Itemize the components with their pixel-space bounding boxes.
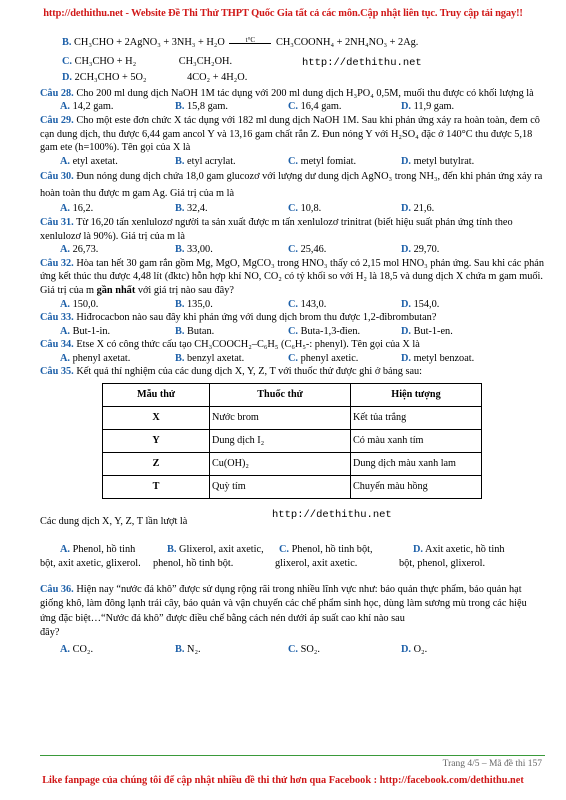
option[interactable]: B. 33,00. <box>175 244 213 256</box>
question-32: Câu 32. Hòa tan hết 30 gam rắn gồm Mg, MgO, MgCO₃ trong HNO₃ thấy có 2,15 mol HNO₃ phản ứng. Sau khi các phản ứng kết thúc thu được 4,48 lít (đktc) hỗn hợp khí NO, CO₂ có tỷ khối so với H₂ là 18,5 và dung dịch X chứa m gam muối. Giá trị của m gần nhất với giá trị nào sau đây? <box>40 257 544 296</box>
option[interactable]: A. CO₂. <box>60 644 94 656</box>
question-31: Câu 31. Từ 16,20 tấn xenlulozơ người ta sản xuất được m tấn xenlulozơ trinitrat (biết hiệu suất phản ứng tính theo xenlulozơ là 90%). Giá trị của m là <box>40 216 513 242</box>
table-header-row <box>103 384 482 407</box>
experiment-results-table <box>102 383 482 499</box>
table-header: Mẫu thử <box>103 384 210 407</box>
question-34-options <box>40 352 545 366</box>
question-34: Câu 34. Etse X có công thức cấu tạo CH₃COOCH₂–C₆H₅ (C₆H₅-: phenyl). Tên gọi của X là <box>40 339 420 351</box>
question-28: Câu 28. Cho 200 ml dung dịch NaOH 1M tác dụng với 200 ml dung dịch H₃PO₄ 0,5M, muối thu được có khối lượng là <box>40 87 534 99</box>
option[interactable]: A. phenyl axetat. <box>60 352 131 364</box>
option[interactable]: C. metyl fomiat. <box>288 155 357 167</box>
question-33-options <box>40 325 545 339</box>
option[interactable]: D. Axit axetic, hồ tinh bột, phenol, glixerol. <box>399 543 505 569</box>
option[interactable]: D. metyl butylrat. <box>401 155 475 167</box>
option[interactable]: A. 14,2 gam. <box>60 101 114 113</box>
question-35-prompt: Các dung dịch X, Y, Z, T lần lượt là http://dethithu.net <box>40 509 392 528</box>
question-36: Câu 36. Hiện nay “nước đá khô” được sử dụng rộng rãi trong nhiều lĩnh vực như: bảo quản thực phẩm, bảo quản hạt giống khô, làm đông lạnh trái cây, bảo quản và vận chuyển các chế phẩm sinh học, dùng làm sương mù trong các hiệu ứng đặc biệt…“Nước đá khô” được điều chế bằng cách nén dưới áp suất cao khí nào sau đây? <box>40 583 527 639</box>
option[interactable]: B. 135,0. <box>175 298 213 310</box>
exam-content <box>40 34 545 657</box>
watermark: http://dethithu.net <box>272 509 392 522</box>
option[interactable]: B. benzyl axetat. <box>175 352 245 364</box>
option[interactable]: C. 16,4 gam. <box>288 101 342 113</box>
question-35: Câu 35. Kết quả thí nghiệm của các dung dịch X, Y, Z, T với thuốc thử được ghi ở bảng sau: <box>40 366 423 378</box>
question-36-options <box>40 643 545 657</box>
reaction-arrow: t°C <box>227 34 273 48</box>
option[interactable]: D. 154,0. <box>401 298 440 310</box>
option[interactable]: B. Butan. <box>175 325 215 337</box>
option[interactable]: D. 21,6. <box>401 203 435 215</box>
option[interactable]: C. Buta-1,3-đien. <box>288 325 361 337</box>
page-number: Trang 4/5 – Mã đề thi 157 <box>442 759 542 769</box>
option[interactable]: B. Glixerol, axit axetic, phenol, hồ tinh bột. <box>153 543 264 569</box>
option[interactable]: B. etyl acrylat. <box>175 155 236 167</box>
option[interactable]: C. 143,0. <box>288 298 327 310</box>
table-row: Y Dung dịch I₂ Có màu xanh tím <box>103 430 482 453</box>
option[interactable]: D. 29,70. <box>401 244 440 256</box>
table-row: T Quỳ tím Chuyển màu hồng <box>103 476 482 499</box>
option-d-reaction: D. 2CH₃CHO + 5O₂ 4CO₂ + 4H₂O. <box>62 72 248 84</box>
option[interactable]: C. Phenol, hồ tinh bột, glixerol, axit axetic. <box>275 543 373 569</box>
option[interactable]: D. But-1-en. <box>401 325 453 337</box>
question-28-options <box>40 100 545 114</box>
footer-divider <box>40 755 545 756</box>
watermark: http://dethithu.net <box>302 56 422 69</box>
option-c-reaction: C. CH₃CHO + H₂ CH₃CH₂OH. http://dethithu.net <box>62 55 422 69</box>
question-31-options <box>40 243 545 257</box>
option[interactable]: A. 16,2. <box>60 203 94 215</box>
table-row: X Nước brom Kết tủa trắng <box>103 407 482 430</box>
option[interactable]: A. 26,73. <box>60 244 99 256</box>
option[interactable]: C. 25,46. <box>288 244 327 256</box>
option[interactable]: D. metyl benzoat. <box>401 352 475 364</box>
question-30-options <box>40 202 545 216</box>
option[interactable]: A. Phenol, hồ tinh bột, axit axetic, glixerol. <box>40 543 141 569</box>
question-30: Câu 30. Đun nóng dung dịch chứa 18,0 gam glucozơ với lượng dư dung dịch AgNO₃ trong NH₃, đến khi phản ứng xảy ra hoàn toàn thu được m gam Ag. Giá trị của m là <box>40 171 543 200</box>
option[interactable]: B. 32,4. <box>175 203 208 215</box>
option[interactable]: C. 10,8. <box>288 203 322 215</box>
question-29: Câu 29. Cho một este đơn chức X tác dụng với 182 ml dung dịch NaOH 1M. Sau khi phản ứng xảy ra hoàn toàn, đem cô cạn dung dịch, thu được 6,44 gam ancol Y và 13,16 gam chất rắn Z. Đun nóng Y với H₂SO₄ đặc ở 140°C thu được 5,18 gam ete (h=100%). Tên gọi của X là <box>40 114 540 154</box>
question-35-options <box>40 543 545 571</box>
option-b-reaction: B. CH₃CHO + 2AgNO₃ + 3NH₃ + H₂O t°C CH₃COONH₄ + 2NH₄NO₃ + 2Ag. <box>62 36 419 48</box>
table-row: Z Cu(OH)₂ Dung dịch màu xanh lam <box>103 453 482 476</box>
table-header: Hiện tượng <box>351 384 482 407</box>
option[interactable]: A. etyl axetat. <box>60 155 118 167</box>
option[interactable]: A. But-1-in. <box>60 325 111 337</box>
option[interactable]: B. N₂. <box>175 644 201 656</box>
question-29-options <box>40 155 545 169</box>
table-header: Thuốc thử <box>210 384 351 407</box>
question-32-options <box>40 298 545 312</box>
option[interactable]: B. 15,8 gam. <box>175 101 228 113</box>
footer-link[interactable]: Like fanpage của chúng tôi để cập nhật nhiều đề thi thử hơn qua Facebook : http://facebook.com/dethithu.net <box>42 775 524 786</box>
option[interactable]: C. phenyl axetic. <box>288 352 359 364</box>
site-header-banner: http://dethithu.net - Website Đề Thi Thử THPT Quốc Gia tất cả các môn.Cập nhật liên tục. Truy cập tải ngay!! <box>43 8 523 19</box>
option[interactable]: C. SO₂. <box>288 644 320 656</box>
option[interactable]: D. O₂. <box>401 644 428 656</box>
question-33: Câu 33. Hiđrocacbon nào sau đây khi phản ứng với dung dịch brom thu được 1,2-đibrombutan? <box>40 312 437 324</box>
option[interactable]: A. 150,0. <box>60 298 99 310</box>
option[interactable]: D. 11,9 gam. <box>401 101 455 113</box>
